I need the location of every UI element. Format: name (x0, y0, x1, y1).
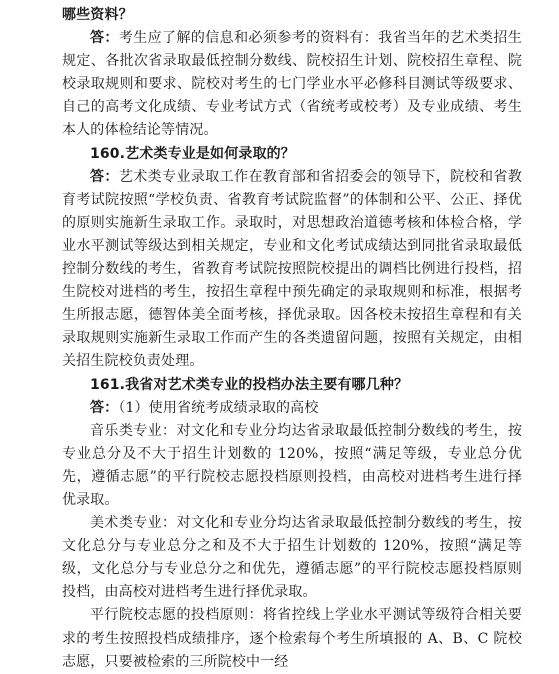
answer-161-paragraph (62, 397, 522, 420)
answer-label: 答： (90, 399, 119, 416)
answer-159-text: 考生应了解的信息和必须参考的资料有：我省当年的艺术类招生规定、各批次省录取最低控制分数线、院校招生计划、院校招生章程、院校录取规则和要求、院校对考生的七门学业水平必修科目测试等级要求、自己的高考文化成绩、专业考试方式（省统考或校考）及专业成绩、考生本人的体检结论等情况。 (62, 30, 522, 139)
answer-label: 答： (90, 168, 119, 185)
answer-160-text: 艺术类专业录取工作在教育部和省招委会的领导下，院校和省教育考试院按照“学校负责、省教育考试院监督”的体制和公平、公正、择优的原则实施新生录取工作。录取时，对思想政治道德考核和体检合格，学业水平测试等级达到相关规定，专业和文化考试成绩达到同批省录取最低控制分数线的考生，省教育考试院按照院校提出的调档比例进行投档，招生院校对进档的考生，按招生章程中预先确定的录取规则和标准，根据考生所报志愿，德智体美全面考核，择优录取。因各校未按招生章程和有关录取规则实施新生录取工作而产生的各类遗留问题，按照有关规定，由相关招生院校负责处理。 (62, 168, 522, 370)
document-page (62, 4, 522, 674)
parallel-admission-paragraph: 平行院校志愿的投档原则：将省控线上学业水平测试等级符合相关要求的考生按照投档成绩排序，逐个检索每个考生所填报的 A、B、C 院校志愿，只要被检索的三所院校中一经 (62, 607, 522, 670)
question-160-title: 160.艺术类专业是如何录取的？ (90, 145, 295, 162)
answer-160-paragraph (62, 166, 522, 374)
answer-161-text: （1）使用省统考成绩录取的高校 (118, 399, 319, 416)
question-161-title: 161.我省对艺术类专业的投档办法主要有哪几种？ (90, 376, 409, 393)
music-category-paragraph: 音乐类专业：对文化和专业分均达省录取最低控制分数线的考生，按专业总分及不大于招生计划数的 120%，按照“满足等级，专业总分优先，遵循志愿”的平行院校志愿投档原则投档，由高校对进档考生进行择优录取。 (62, 422, 522, 508)
art-category-paragraph: 美术类专业：对文化和专业分均达省录取最低控制分数线的考生，按文化总分与专业总分之和及不大于招生计划数的 120%，按照“满足等级，文化总分与专业总分之和优先，遵循志愿”的平行院校志愿投档原则投档，由高校对进档考生进行择优录取。 (62, 515, 522, 601)
answer-159-paragraph (62, 27, 522, 142)
question-159-tail: 哪些资料？ (62, 7, 133, 23)
answer-label: 答： (90, 30, 119, 47)
